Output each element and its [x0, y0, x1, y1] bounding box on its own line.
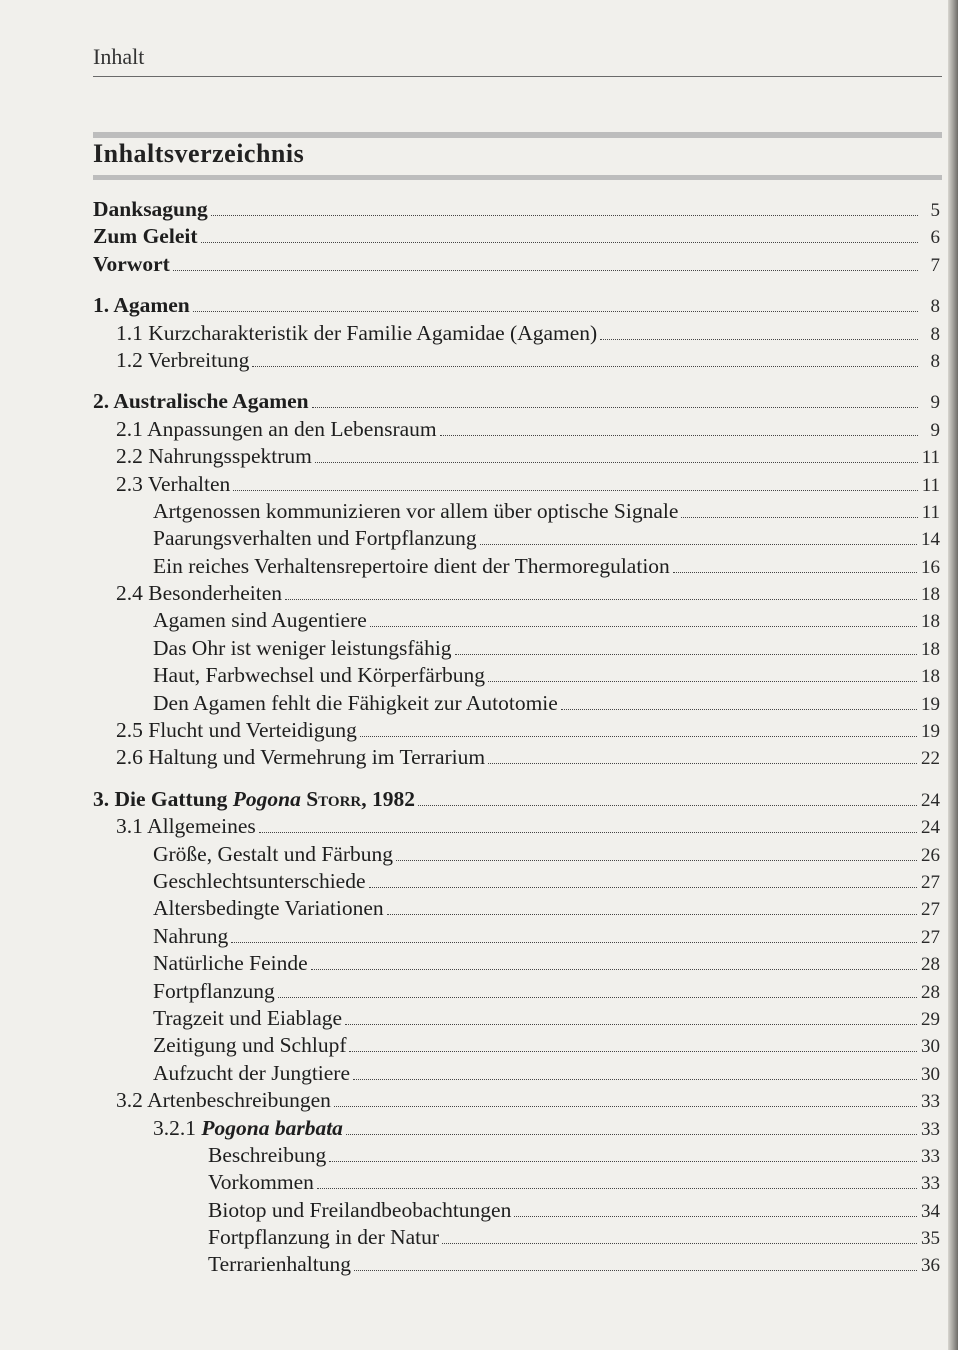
toc-entry-label: Beschreibung — [208, 1142, 327, 1167]
toc-entry-label: Natürliche Feinde — [153, 951, 308, 976]
toc-entry-label: 3.2 Artenbeschreibungen — [116, 1088, 331, 1113]
toc-entry-label: Altersbedingte Variationen — [153, 896, 384, 921]
leader-dots — [278, 997, 917, 998]
toc-entry-label: Tragzeit und Eiablage — [153, 1005, 343, 1030]
toc-entry — [0, 580, 958, 607]
leader-dots — [252, 366, 918, 367]
leader-dots — [231, 942, 917, 943]
toc-page-number: 26 — [921, 844, 940, 866]
leader-dots — [317, 1188, 917, 1189]
toc-entry-label: Zum Geleit — [93, 224, 198, 249]
toc-entry-label: 2.3 Verhalten — [116, 471, 231, 496]
toc-entry — [0, 1197, 958, 1224]
toc-entry — [0, 607, 958, 634]
toc-entry-label-part: Pogona — [232, 786, 301, 811]
toc-entry-label: Fortpflanzung in der Natur — [208, 1225, 440, 1250]
toc-entry-label: Artgenossen kommunizieren vor allem über optische Signale — [153, 498, 679, 523]
toc-entry — [0, 292, 958, 319]
toc-entry-label — [93, 786, 415, 813]
toc-entry-label-part: Storr, 1982 — [300, 786, 415, 811]
toc-entry — [0, 635, 958, 662]
leader-dots — [211, 215, 918, 216]
leader-dots — [353, 1079, 917, 1080]
toc-entry — [0, 223, 958, 250]
leader-dots — [360, 736, 917, 737]
leader-dots — [673, 572, 917, 573]
toc-entry-label-part: 3.2.1 — [153, 1115, 202, 1140]
toc-entry — [0, 1032, 958, 1059]
leader-dots — [193, 311, 918, 312]
toc-top-rule — [93, 132, 942, 138]
toc-page-number: 28 — [921, 981, 940, 1003]
toc-page-number: 24 — [921, 789, 940, 811]
toc-page-number: 33 — [921, 1118, 940, 1140]
toc-entry — [0, 1224, 958, 1251]
toc-entry — [0, 895, 958, 922]
header-rule — [93, 76, 942, 77]
toc-entry-label: 1.1 Kurzcharakteristik der Familie Agamidae (Agamen) — [116, 320, 598, 345]
toc-entry-label: 2.4 Besonderheiten — [116, 581, 282, 606]
toc-page-number: 35 — [921, 1228, 940, 1250]
leader-dots — [455, 654, 917, 655]
toc-entry — [0, 978, 958, 1005]
toc-heading: Inhaltsverzeichnis — [93, 139, 305, 168]
toc-entry-label: Den Agamen fehlt die Fähigkeit zur Autotomie — [153, 690, 558, 715]
toc-entry-label: 2.6 Haltung und Vermehrung im Terrarium — [116, 745, 486, 770]
toc-entry-label: Zeitigung und Schlupf — [153, 1033, 347, 1058]
toc-entry-label: Geschlechtsunterschiede — [153, 868, 366, 893]
toc-bottom-rule — [93, 175, 942, 180]
toc-entry-label: 1. Agamen — [93, 293, 190, 318]
toc-entry — [0, 813, 958, 840]
toc-entry — [0, 416, 958, 443]
leader-dots — [440, 435, 918, 436]
toc-page-number: 19 — [921, 721, 940, 743]
leader-dots — [600, 339, 918, 340]
leader-dots — [329, 1161, 917, 1162]
leader-dots — [312, 407, 918, 408]
leader-dots — [259, 832, 917, 833]
toc-page-number: 18 — [921, 584, 940, 606]
leader-dots — [346, 1134, 917, 1135]
leader-dots — [285, 599, 917, 600]
leader-dots — [480, 544, 917, 545]
toc-page-number: 33 — [921, 1145, 940, 1167]
leader-dots — [514, 1216, 917, 1217]
toc-entry-label: Vorwort — [93, 251, 170, 276]
toc-page-number: 34 — [921, 1200, 940, 1222]
leader-dots — [418, 805, 917, 806]
toc-entry-label: Größe, Gestalt und Färbung — [153, 841, 394, 866]
toc-entry — [0, 1005, 958, 1032]
toc-entry — [0, 662, 958, 689]
toc-page-number: 30 — [921, 1063, 940, 1085]
toc-entry-label: Haut, Farbwechsel und Körperfärbung — [153, 663, 485, 688]
toc-page-number: 27 — [921, 899, 940, 921]
toc-page-number: 30 — [921, 1036, 940, 1058]
toc-entry — [0, 950, 958, 977]
toc-entry-label: 2.1 Anpassungen an den Lebensraum — [116, 416, 437, 441]
toc-entry — [0, 443, 958, 470]
toc-entry-label: Biotop und Freilandbeobachtungen — [208, 1197, 512, 1222]
toc-entry — [0, 471, 958, 498]
toc-entry — [0, 744, 958, 771]
toc-entry — [0, 868, 958, 895]
toc-page-number: 14 — [921, 529, 940, 551]
toc-page-number: 11 — [921, 474, 940, 496]
toc-entry-label: Vorkommen — [208, 1170, 314, 1195]
toc-entry-label: 3.1 Allgemeines — [116, 814, 256, 839]
leader-dots — [315, 462, 918, 463]
toc-entry-label-part: Pogona barbata — [201, 1115, 343, 1140]
toc-page-number: 33 — [921, 1091, 940, 1113]
toc-page-number: 8 — [930, 296, 940, 318]
toc-entry-label: Fortpflanzung — [153, 978, 275, 1003]
toc-entry-label: 1.2 Verbreitung — [116, 347, 250, 372]
toc-entry — [0, 196, 958, 223]
toc-page-number: 7 — [930, 254, 940, 276]
toc-page-number: 27 — [921, 926, 940, 948]
leader-dots — [442, 1243, 917, 1244]
leader-dots — [681, 517, 917, 518]
leader-dots — [173, 270, 918, 271]
toc-entry — [0, 690, 958, 717]
leader-dots — [370, 626, 917, 627]
leader-dots — [488, 763, 917, 764]
toc-page-number: 24 — [921, 817, 940, 839]
leader-dots — [201, 242, 919, 243]
toc-page-number: 16 — [921, 556, 940, 578]
toc-entry — [0, 841, 958, 868]
toc-page-number: 9 — [930, 419, 940, 441]
leader-dots — [349, 1051, 917, 1052]
toc-entry-label: Aufzucht der Jungtiere — [153, 1060, 351, 1085]
toc-page-number: 11 — [921, 501, 940, 523]
toc-entry — [0, 717, 958, 744]
toc-entry — [0, 498, 958, 525]
toc-entry-label: Danksagung — [93, 197, 208, 221]
toc-page-number: 36 — [921, 1255, 940, 1277]
toc-entry — [0, 1060, 958, 1087]
toc-page-number: 11 — [921, 447, 940, 469]
leader-dots — [311, 969, 917, 970]
toc-page-number: 22 — [921, 748, 940, 770]
toc-entry-label: Paarungsverhalten und Fortpflanzung — [153, 526, 477, 551]
toc-entry-label: Das Ohr ist weniger leistungsfähig — [153, 635, 452, 660]
toc-page-number: 18 — [921, 611, 940, 633]
toc-page-number: 9 — [930, 392, 940, 414]
toc-entry — [0, 923, 958, 950]
toc-entry-label: Agamen sind Augentiere — [153, 608, 367, 633]
toc-entry-label: Terrarienhaltung — [208, 1252, 351, 1277]
toc-page-number: 6 — [930, 227, 940, 249]
toc-page-number: 28 — [921, 954, 940, 976]
toc-page-number: 5 — [930, 200, 940, 221]
toc-page-number: 18 — [921, 666, 940, 688]
toc-page-number: 18 — [921, 638, 940, 660]
leader-dots — [233, 490, 917, 491]
toc-page-number: 29 — [921, 1008, 940, 1030]
toc-entry — [0, 347, 958, 374]
leader-dots — [369, 887, 917, 888]
toc-page-number: 8 — [930, 350, 940, 372]
toc-page-number: 19 — [921, 693, 940, 715]
table-of-contents — [0, 196, 958, 1279]
toc-entry-label — [153, 1115, 343, 1142]
leader-dots — [354, 1270, 917, 1271]
toc-page-number: 8 — [930, 323, 940, 345]
toc-entry — [0, 251, 958, 278]
leader-dots — [387, 914, 917, 915]
toc-entry — [0, 1169, 958, 1196]
toc-entry — [0, 1142, 958, 1169]
running-head: Inhalt — [93, 44, 145, 69]
toc-entry — [0, 553, 958, 580]
leader-dots — [396, 860, 917, 861]
toc-entry-label: 2. Australische Agamen — [93, 389, 309, 414]
leader-dots — [345, 1024, 917, 1025]
toc-entry — [0, 1251, 958, 1278]
toc-entry — [0, 1087, 958, 1114]
toc-entry-label: 2.2 Nahrungsspektrum — [116, 444, 312, 469]
leader-dots — [488, 681, 917, 682]
toc-page-number: 27 — [921, 871, 940, 893]
toc-entry — [0, 1115, 958, 1142]
leader-dots — [561, 709, 917, 710]
toc-entry — [0, 320, 958, 347]
toc-entry — [0, 786, 958, 813]
toc-entry-label: Nahrung — [153, 923, 229, 948]
toc-entry-label: 2.5 Flucht und Verteidigung — [116, 718, 357, 743]
toc-entry-label: Ein reiches Verhaltensrepertoire dient der Thermoregulation — [153, 553, 670, 578]
toc-entry — [0, 525, 958, 552]
toc-entry — [0, 388, 958, 415]
toc-page-number: 33 — [921, 1173, 940, 1195]
toc-entry-label-part: 3. Die Gattung — [93, 786, 233, 811]
leader-dots — [334, 1106, 917, 1107]
